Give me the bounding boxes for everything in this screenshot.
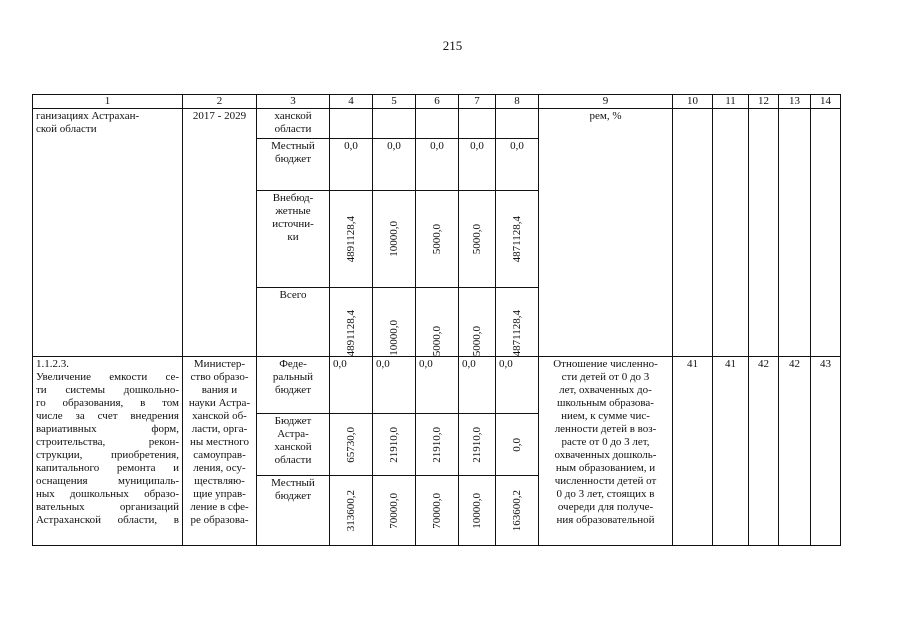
empty-cell	[749, 108, 779, 356]
activity-text-line: го образования, в том	[36, 396, 179, 409]
amount-cell	[496, 190, 539, 287]
indicator-text-line: очереди для получе-	[557, 500, 654, 513]
executor-text-line: щие управ-	[193, 487, 246, 500]
empty-cell	[416, 108, 459, 138]
amount-value: 4871128,4	[510, 215, 523, 263]
target-value: 41	[673, 356, 713, 545]
executor-text-line: ханской об-	[192, 409, 247, 422]
indicator-text-line: Отношение численно-	[553, 357, 658, 370]
activity-text-line: ных дошкольных образо-	[36, 487, 179, 500]
amount-value: 5000,0	[430, 325, 443, 356]
column-number: 1	[33, 95, 183, 109]
amount-value: 70000,0	[430, 492, 443, 529]
amount-cell	[330, 413, 373, 475]
column-number: 11	[713, 95, 749, 109]
amount-cell: 0,0	[459, 138, 496, 190]
executor-text-line: Министер-	[193, 357, 246, 370]
column-number: 12	[749, 95, 779, 109]
executor-cell	[183, 356, 257, 545]
amount-value: 163600,2	[510, 489, 523, 532]
amount-value: 0,0	[510, 437, 523, 452]
amount-cell	[459, 190, 496, 287]
amount-cell: 0,0	[373, 356, 416, 413]
activity-text-line: Астраханской области, в	[36, 513, 179, 526]
empty-cell	[713, 108, 749, 356]
amount-cell	[373, 287, 416, 356]
amount-value: 65730,0	[344, 426, 357, 463]
indicator-text-line: численности детей от	[554, 474, 657, 487]
amount-value: 5000,0	[470, 223, 483, 255]
executor-text-line: ны местного	[190, 435, 249, 448]
indicator-text-line: расте от 0 до 3 лет,	[561, 435, 650, 448]
activity-text-line: вательных организаций	[36, 500, 179, 513]
activity-text-line: 1.1.2.3.	[36, 357, 69, 370]
amount-cell: 0,0	[416, 356, 459, 413]
executor-text-line: вания и	[201, 383, 238, 396]
amount-value: 5000,0	[430, 223, 443, 255]
amount-cell	[330, 190, 373, 287]
indicator-cell	[539, 356, 673, 545]
amount-cell	[373, 475, 416, 545]
amount-cell	[416, 190, 459, 287]
amount-cell: 0,0	[496, 356, 539, 413]
amount-value: 10000,0	[387, 221, 400, 257]
column-number-row	[33, 95, 841, 109]
amount-value: 10000,0	[387, 320, 400, 356]
activity-text-line: Увеличение емкости се-	[36, 370, 179, 383]
amount-cell	[496, 475, 539, 545]
indicator-text-line: 0 до 3 лет, стоящих в	[556, 487, 655, 500]
indicator-text-line: охваченных дошколь-	[554, 448, 657, 461]
executor-text-line: ления, осу-	[193, 461, 246, 474]
indicator-text-line: сти детей от 0 до 3	[561, 370, 650, 383]
table-row	[33, 108, 841, 138]
column-number: 14	[811, 95, 841, 109]
funding-source: Феде- ральный бюджет	[257, 356, 330, 413]
amount-cell: 0,0	[373, 138, 416, 190]
indicator-text-line: ленности детей в воз-	[554, 422, 657, 435]
target-value: 42	[779, 356, 811, 545]
funding-source: Местный бюджет	[257, 475, 330, 545]
executor-text-line: ществляю-	[194, 474, 245, 487]
executor-text-line: ство образо-	[190, 370, 249, 383]
amount-value: 5000,0	[470, 325, 483, 356]
amount-value: 21910,0	[470, 426, 483, 463]
executor-text-line: науки Астра-	[188, 396, 251, 409]
column-number: 10	[673, 95, 713, 109]
activity-text-line: капитального ремонта и	[36, 461, 179, 474]
activity-text-line: оснащения муниципаль-	[36, 474, 179, 487]
amount-cell: 0,0	[496, 138, 539, 190]
page-number: 215	[442, 38, 463, 53]
column-number: 4	[330, 95, 373, 109]
amount-cell	[330, 475, 373, 545]
indicator-text-line: школьным образова-	[557, 396, 654, 409]
column-number: 2	[183, 95, 257, 109]
empty-cell	[496, 108, 539, 138]
activity-text-line: строительства, рекон-	[36, 435, 179, 448]
funding-source: Внебюд- жетные источни- ки	[257, 190, 330, 287]
amount-cell	[459, 287, 496, 356]
amount-value: 10000,0	[470, 492, 483, 529]
target-value: 41	[713, 356, 749, 545]
amount-cell: 0,0	[459, 356, 496, 413]
column-number: 3	[257, 95, 330, 109]
amount-cell	[373, 190, 416, 287]
indicator-text-line: нием, к сумме чис-	[561, 409, 650, 422]
target-value: 42	[749, 356, 779, 545]
empty-cell	[459, 108, 496, 138]
table-row	[33, 356, 841, 413]
amount-cell	[373, 413, 416, 475]
amount-value: 21910,0	[387, 426, 400, 463]
amount-cell	[496, 287, 539, 356]
indicator-text-line: лет, охваченных до-	[559, 383, 652, 396]
activity-text-line: ти системы дошкольно-	[36, 383, 179, 396]
amount-value: 70000,0	[387, 492, 400, 529]
empty-cell	[373, 108, 416, 138]
activity-text-line: вариативных форм,	[36, 422, 179, 435]
activity-description	[33, 356, 183, 545]
amount-cell	[416, 287, 459, 356]
column-number: 8	[496, 95, 539, 109]
amount-cell	[416, 413, 459, 475]
column-number: 13	[779, 95, 811, 109]
amount-cell	[416, 475, 459, 545]
amount-value: 313600,2	[344, 489, 357, 532]
amount-cell: 0,0	[416, 138, 459, 190]
executor-text-line: ласти, орга-	[191, 422, 248, 435]
funding-source: Бюджет Астра- ханской области	[257, 413, 330, 475]
funding-source: Местный бюджет	[257, 138, 330, 190]
period-cell: 2017 - 2029	[183, 108, 257, 356]
column-number: 7	[459, 95, 496, 109]
empty-cell	[779, 108, 811, 356]
funding-source: Всего	[257, 287, 330, 356]
activity-description: ганизациях Астрахан- ской области	[33, 108, 183, 356]
funding-source: ханской области	[257, 108, 330, 138]
amount-cell: 0,0	[330, 356, 373, 413]
amount-value: 4891128,4	[344, 309, 357, 356]
amount-cell	[459, 475, 496, 545]
empty-cell	[330, 108, 373, 138]
activity-text-line: струкции, приобретения,	[36, 448, 179, 461]
amount-value: 4891128,4	[344, 215, 357, 263]
amount-value: 21910,0	[430, 426, 443, 463]
executor-text-line: ре образова-	[190, 513, 249, 526]
empty-cell	[811, 108, 841, 356]
target-value: 43	[811, 356, 841, 545]
executor-text-line: ление в сфе-	[190, 500, 249, 513]
executor-text-line: самоуправ-	[193, 448, 246, 461]
amount-cell	[459, 413, 496, 475]
column-number: 5	[373, 95, 416, 109]
amount-cell: 0,0	[330, 138, 373, 190]
activity-text-line: числе за счет внедрения	[36, 409, 179, 422]
indicator-text-line: ным образованием, и	[555, 461, 656, 474]
indicator-cell: рем, %	[539, 108, 673, 356]
indicator-text-line: ния образовательной	[556, 513, 655, 526]
column-number: 6	[416, 95, 459, 109]
budget-table	[32, 94, 841, 546]
amount-cell	[496, 413, 539, 475]
amount-value: 4871128,4	[510, 309, 523, 356]
empty-cell	[673, 108, 713, 356]
column-number: 9	[539, 95, 673, 109]
amount-cell	[330, 287, 373, 356]
